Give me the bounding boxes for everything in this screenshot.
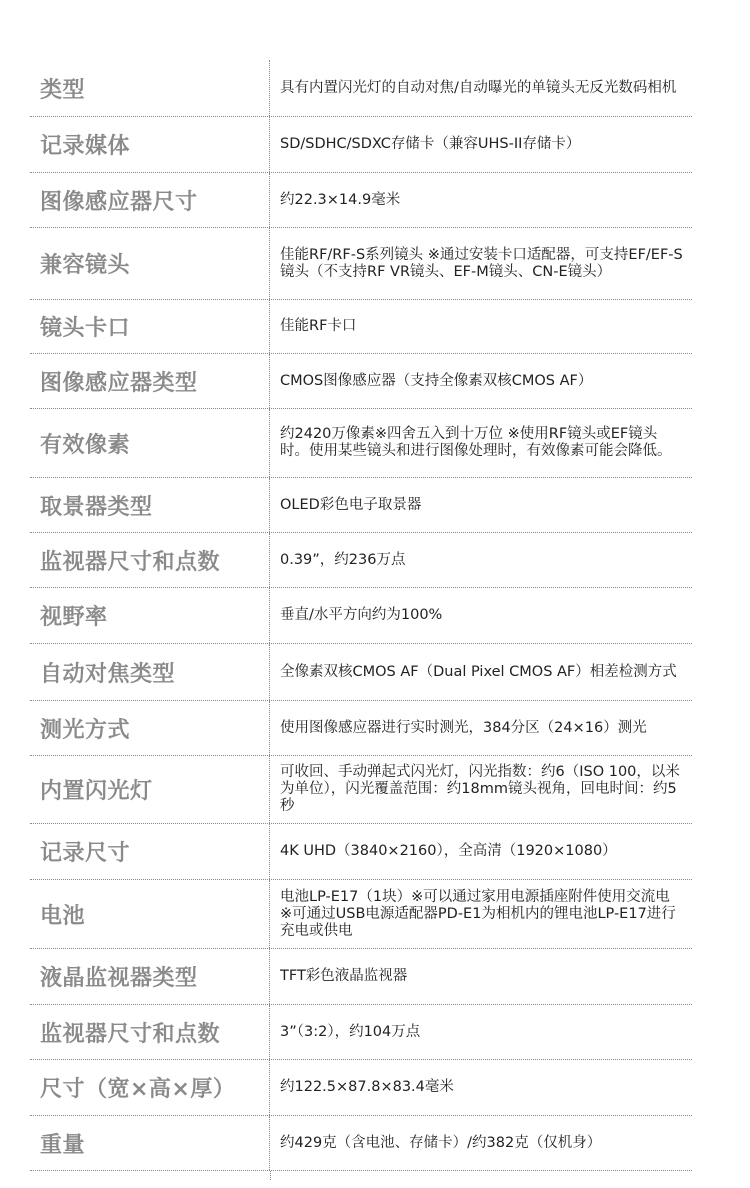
spec-label: 测光方式 — [30, 701, 270, 755]
spec-label: 监视器尺寸和点数 — [30, 533, 270, 587]
spec-value: 4K UHD（3840×2160），全高清（1920×1080） — [280, 843, 617, 859]
spec-row — [30, 173, 692, 228]
column-divider-tail — [270, 1171, 271, 1180]
spec-value: 全像素双核CMOS AF（Dual Pixel CMOS AF）相差检测方式 — [280, 663, 677, 680]
spec-row — [30, 880, 692, 949]
spec-label: 监视器尺寸和点数 — [30, 1005, 270, 1059]
spec-label: 尺寸（宽×高×厚） — [30, 1060, 270, 1115]
spec-value: 电池LP-E17（1块）※可以通过家用电源插座附件使用交流电 ※可通过USB电源适配器PD-E1为相机内的锂电池LP-E17进行充电或供电 — [280, 888, 676, 939]
spec-label: 重量 — [30, 1116, 270, 1170]
spec-row — [30, 1005, 692, 1060]
spec-row — [30, 60, 692, 117]
spec-label: 记录尺寸 — [30, 824, 270, 879]
spec-row — [30, 701, 692, 756]
spec-value: 约2420万像素※四舍五入到十万位 ※使用RF镜头或EF镜头时。使用某些镜头和进行图像处理时，有效像素可能会降低。 — [280, 426, 672, 459]
spec-value: 使用图像感应器进行实时测光，384分区（24×16）测光 — [280, 719, 647, 736]
spec-row — [30, 1060, 692, 1116]
spec-value: 约429克（含电池、存储卡）/约382克（仅机身） — [280, 1134, 602, 1151]
spec-row — [30, 478, 692, 533]
spec-row — [30, 228, 692, 300]
spec-value: 约122.5×87.8×83.4毫米 — [280, 1079, 454, 1095]
spec-row — [30, 354, 692, 409]
spec-label: 图像感应器类型 — [30, 354, 270, 408]
spec-label: 图像感应器尺寸 — [30, 173, 270, 227]
spec-label: 取景器类型 — [30, 478, 270, 532]
spec-label: 兼容镜头 — [30, 228, 270, 299]
spec-row — [30, 117, 692, 173]
spec-row — [30, 824, 692, 880]
spec-label: 内置闪光灯 — [30, 756, 270, 823]
spec-label: 视野率 — [30, 588, 270, 643]
spec-row — [30, 644, 692, 701]
spec-value: SD/SDHC/SDXC存储卡（兼容UHS-II存储卡） — [280, 136, 581, 152]
spec-label: 有效像素 — [30, 409, 270, 477]
spec-row — [30, 1116, 692, 1171]
spec-value: 佳能RF/RF-S系列镜头 ※通过安装卡口适配器，可支持EF/EF-S镜头（不支持RF VR镜头、EF-M镜头、CN-E镜头） — [280, 246, 683, 280]
spec-value: 约22.3×14.9毫米 — [280, 191, 401, 208]
spec-table — [30, 60, 692, 1171]
spec-label: 电池 — [30, 880, 270, 948]
spec-label: 记录媒体 — [30, 117, 270, 172]
spec-row — [30, 533, 692, 588]
spec-value: OLED彩色电子取景器 — [280, 496, 422, 513]
spec-value: TFT彩色液晶监视器 — [280, 968, 408, 984]
spec-row — [30, 756, 692, 824]
spec-row — [30, 949, 692, 1005]
spec-label: 类型 — [30, 60, 270, 116]
spec-value: 垂直/水平方向约为100% — [280, 607, 443, 623]
spec-value: 3”（3:2），约104万点 — [280, 1023, 421, 1040]
spec-row — [30, 300, 692, 354]
spec-row — [30, 409, 692, 478]
spec-value: CMOS图像感应器（支持全像素双核CMOS AF） — [280, 372, 593, 389]
spec-row — [30, 588, 692, 644]
spec-label: 镜头卡口 — [30, 300, 270, 353]
spec-value: 可收回、手动弹起式闪光灯，闪光指数：约6（ISO 100，以米为单位），闪光覆盖范围：约18mm镜头视角，回电时间：约5秒 — [280, 764, 680, 814]
spec-value: 0.39”，约236万点 — [280, 551, 406, 568]
spec-label: 液晶监视器类型 — [30, 949, 270, 1004]
spec-value: 具有内置闪光灯的自动对焦/自动曝光的单镜头无反光数码相机 — [280, 79, 677, 96]
spec-value: 佳能RF卡口 — [280, 318, 357, 334]
spec-label: 自动对焦类型 — [30, 644, 270, 700]
